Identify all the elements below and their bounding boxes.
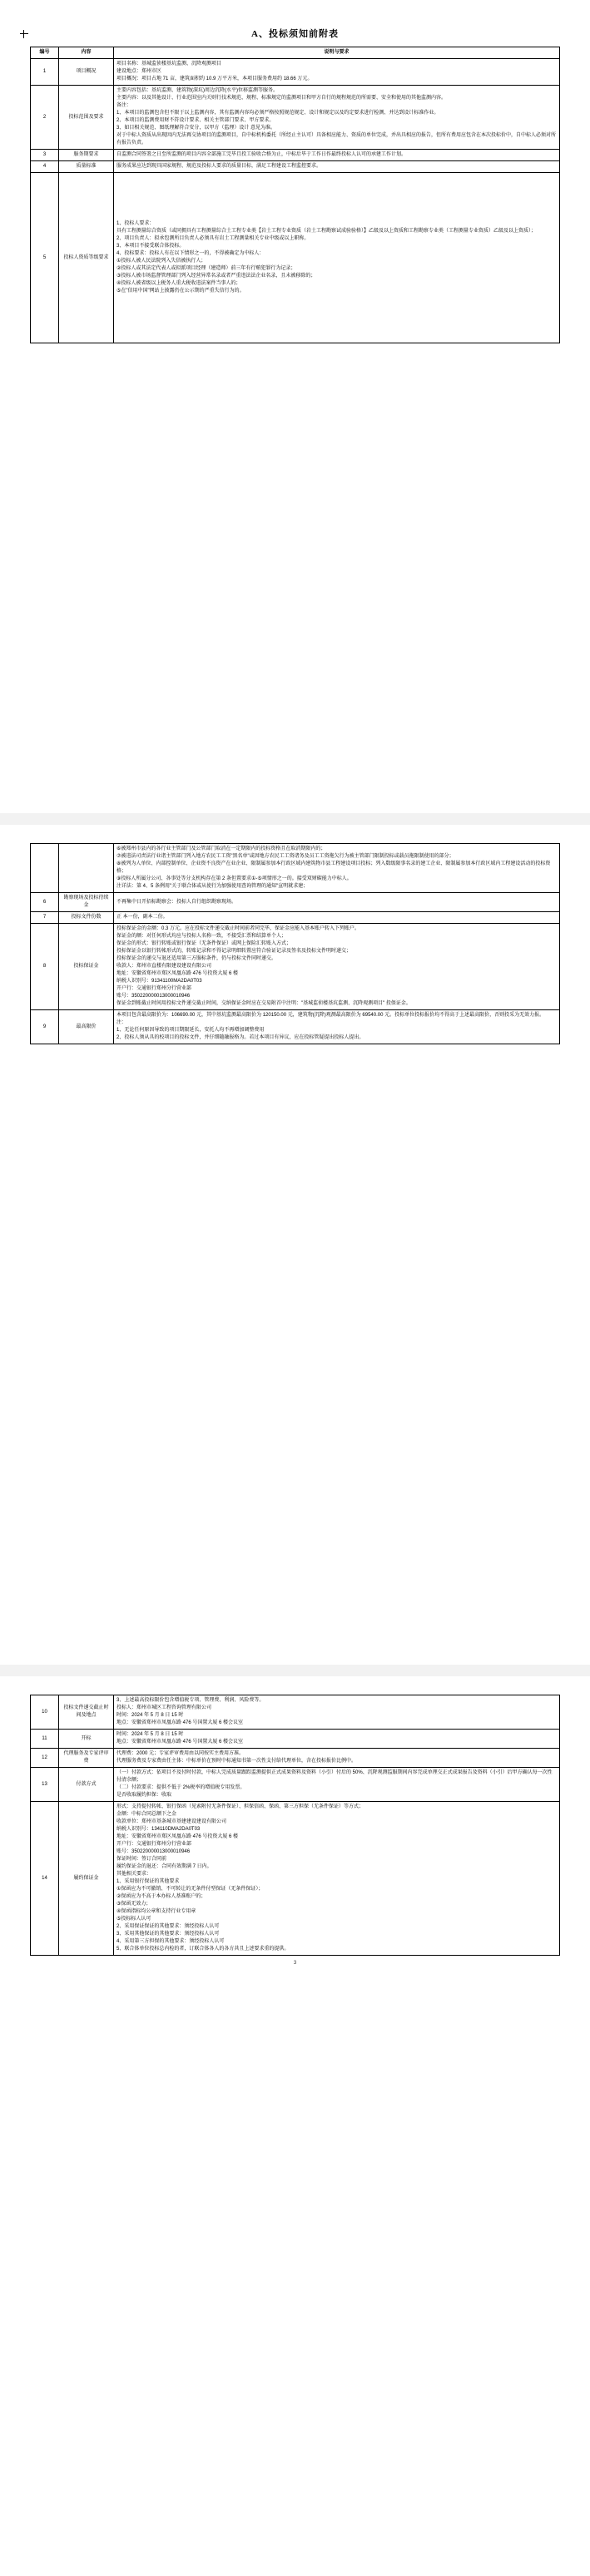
desc-line: 地址：安徽省郑州市郑区凤凰东路 476 号投资大厦 6 楼 xyxy=(117,971,239,976)
desc-line: 1、投标人要求： xyxy=(117,221,155,226)
desc-line: 代理服务费及专家费由任主体：中标单价在预时中标通知书第一次性支付给代理单位，含在投标报价比例中。 xyxy=(117,1759,357,1764)
page-separator xyxy=(0,1665,590,1676)
row-item: 投标文件份数 xyxy=(59,912,114,924)
row-desc xyxy=(114,86,560,150)
row-item: 投标人资质等级要求 xyxy=(59,173,114,343)
row-item xyxy=(59,844,114,893)
desc-line: 账号：350220000013000010946 xyxy=(117,1849,191,1854)
desc-line: 投标保证金的金额：0.3 万元。应在投标文件递交截止时间前者同完毕，保证金应能入基本账户转入下列账户。 xyxy=(117,926,360,931)
desc-line: 注详法：第 4、5 条例用"关于联合体或从使行为加强使用查询管理的通知"宣明就求建； xyxy=(117,884,309,889)
desc-line: 账号：350220000013000010946 xyxy=(117,994,191,999)
desc-line: ④投标人被省级以上税务人重大税收违法案件当事人的； xyxy=(117,281,241,286)
row-desc xyxy=(114,1768,560,1802)
desc-line: 服务成果应达到现具国家规程、规范及投标人要求的质量目标，满足工程建设工程监控要求。 xyxy=(117,164,322,169)
desc-line: 纳税人识别号：134110DMA2DA0T03 xyxy=(117,1827,201,1832)
row-desc xyxy=(114,1010,560,1044)
row-desc xyxy=(114,1802,560,1956)
desc-line: 纳税人识别号：91341100MA2DA0T03 xyxy=(117,979,202,984)
row-no: 10 xyxy=(31,1695,59,1730)
desc-line: 5、联合体单位投标总内检的者，订联合体各人的各方共且上述要求重的提供。 xyxy=(117,1947,290,1952)
desc-line: 地点：安徽省郑州市凤凰东路 476 号国置大厦 6 楼会议室 xyxy=(117,1720,244,1725)
desc-line: 代理费：2000 元；专家评审费用由以同按实主费用方准。 xyxy=(117,1751,245,1756)
document-page-3 xyxy=(0,1676,590,2576)
desc-line: 地点：安徽省郑州市凤凰东路 476 号国置大厦 6 楼会议室 xyxy=(117,1740,244,1744)
row-item: 履约保证金 xyxy=(59,1802,114,1956)
row-desc xyxy=(114,173,560,343)
row-item: 代理服务及专家评审费 xyxy=(59,1749,114,1768)
row-no: 8 xyxy=(31,924,59,1010)
desc-line: 4、投标要求：投标人有在以下情形之一的，不得被确定为中标人： xyxy=(117,251,265,256)
prerequisite-table-page2 xyxy=(30,843,560,1044)
desc-line: 3、采用其他保证的其他要求：须经投标人认可 xyxy=(117,1932,220,1937)
desc-line: 2、投标人须从具的校项目的投标文件，并仔细随融报格为。若过本项目有异议，应在投标管疑提出投标人提出。 xyxy=(117,1035,364,1040)
desc-line: 开户行：交通银行郑州分行营业部 xyxy=(117,986,192,991)
desc-line: 3、本项目不接受联合体投标。 xyxy=(117,244,185,249)
desc-line: 本项目包含最高限价为：106690.00 元，其中基坑监测最高限价为 120150.00 元，建筑物(沉降)观测最高限价为 69540.00 元。投标单位投标报价均不得高于上述最高限价，否则投采为无效力报。 xyxy=(117,1013,545,1018)
desc-line: ③保函无效力； xyxy=(117,1902,151,1907)
desc-line: 收款人：郑州市直楼有限建设建设有限公司 xyxy=(117,964,212,969)
document-page-2 xyxy=(0,825,590,1665)
table-row xyxy=(31,924,560,1010)
row-item: 付款方式 xyxy=(59,1768,114,1802)
row-desc xyxy=(114,59,560,86)
desc-line: ②保函应为不高于本办标人基准账户的； xyxy=(117,1894,206,1899)
row-no: 3 xyxy=(31,150,59,161)
desc-line: 3、如目相关规范、图纸理解符合安分，以甲方（监理）设计 意见为准。 xyxy=(117,126,276,131)
row-no: 11 xyxy=(31,1730,59,1749)
desc-line: 保证金的形式：银行转账或银行保证（无条件保证）或网上保险汇转账入方式； xyxy=(117,941,292,946)
row-desc xyxy=(114,1749,560,1768)
desc-line: 建设地点：郑州市区 xyxy=(117,69,162,74)
desc-line: 1、采用银行保证的其他要求 xyxy=(117,1879,180,1884)
row-item: 开标 xyxy=(59,1730,114,1749)
row-no: 13 xyxy=(31,1768,59,1802)
desc-line: ⑧被列为人单位、内部控制单位、企业资不良资产在业企业、限制属参加本行政区域内建筑物市县工程建设项目投标；列入数级限事名录的建工企业、限制属参加本行政区域内工程建设活动的投标资格； xyxy=(117,861,551,874)
table-header-row xyxy=(31,47,560,59)
table-row xyxy=(31,1802,560,1956)
row-desc xyxy=(114,1695,560,1730)
desc-line: 2、项目负责人：拟承包测所目负责人必须具有岩土工程测量相关专业中级或以上职称。 xyxy=(117,236,310,241)
table-row xyxy=(31,893,560,912)
desc-line: 3、上述最高投标限价包含增值税专项、管理费、利润、风险费等。 xyxy=(117,1698,265,1703)
row-no: 12 xyxy=(31,1749,59,1768)
row-item: 项目概况 xyxy=(59,59,114,86)
row-no: 2 xyxy=(31,86,59,150)
table-row xyxy=(31,1730,560,1749)
desc-line: ⑨投标人所属分公司、各事处等分支机构存在第 2 条但置要求①-⑤项情形之一的。接受双财碳能力中标人。 xyxy=(117,876,352,881)
desc-line: 其他相关要求： xyxy=(117,1872,152,1877)
column-header-desc: 说明与要求 xyxy=(114,47,560,59)
desc-line: 是否收取履约担保：收取 xyxy=(117,1793,172,1798)
table-row xyxy=(31,1768,560,1802)
row-no xyxy=(31,844,59,893)
desc-line: 注： xyxy=(117,1020,127,1025)
desc-line: 开户行：交通银行郑州分行营业部 xyxy=(117,1842,192,1847)
desc-line: 自监测合同签署之日至所监测的项目内容全部施工完毕且投工验收合格为止，中标后毕于工作日作最终投标人认可的承建工作计划。 xyxy=(117,152,407,157)
desc-line: 2、采用保证保证的其他要求：须经投标人认可 xyxy=(117,1924,220,1929)
desc-line: 不再集中日开招标勘察会：投标人自行组织勘察现场。 xyxy=(117,899,237,905)
table-row xyxy=(31,86,560,150)
prerequisite-table-page1 xyxy=(30,47,560,343)
desc-line: ③投标人被市场监督管理部门列入经营异常名录或者严重违法法企业名录，且未被移除的； xyxy=(117,274,316,279)
row-desc xyxy=(114,844,560,893)
desc-line: ⑦被违法司责法行业诸主管部门列入地方农民工工资"黑名单"或因地方农民工工资诸务及员工工资拖欠行为被主管部门限制投标或载员拖限制使用的部分； xyxy=(117,854,454,859)
table-row xyxy=(31,1010,560,1044)
row-no: 9 xyxy=(31,1010,59,1044)
row-item: 质量标准 xyxy=(59,161,114,173)
column-header-no: 编号 xyxy=(31,47,59,59)
desc-line: ⑤投标标人认可 xyxy=(117,1917,151,1922)
row-item: 勘察现场及投标待续金 xyxy=(59,893,114,912)
table-row xyxy=(31,161,560,173)
desc-line: 保证金的额：对任何形式均应与投标人名称一致，不接受汇票和结算单个人； xyxy=(117,934,287,939)
table-row xyxy=(31,844,560,893)
row-item: 服务期要求 xyxy=(59,150,114,161)
desc-line: ④保函指标均公章和支持行业专用章 xyxy=(117,1909,196,1914)
column-header-item: 内容 xyxy=(59,47,114,59)
desc-line: 金额：中标合同总额下之金 xyxy=(117,1812,177,1817)
desc-line: 履约保证金的退还：合同有效期满 7 日内。 xyxy=(117,1864,212,1869)
desc-line: （二）付款要求：提供不低于 2%税率的增值税专用发票。 xyxy=(117,1785,245,1790)
table-row xyxy=(31,150,560,161)
page-title: A、投标须知前附表 xyxy=(251,29,339,39)
row-item: 投标保证金 xyxy=(59,924,114,1010)
desc-line: 1、本项目的监测包含但不限于以上监测内容，其有监测内容均必须严格按照规范规定、设计和规定以及约定要求进行检测、并达到设计标准作业。 xyxy=(117,111,439,116)
row-desc xyxy=(114,150,560,161)
desc-line: 主要内容包括：基坑监测、建筑物(深坑)周边沉降(水平)位移监测等服务。 xyxy=(117,88,278,93)
desc-line: ①保函应为不可撤销、不可转让的无条件付型保证（无条件保证）； xyxy=(117,1887,264,1892)
prerequisite-table-page3 xyxy=(30,1695,560,1956)
desc-line: ②投标人或其法定代表人或拟派项目经理（建造师）前三年有行贿犯罪行为记录； xyxy=(117,266,296,271)
row-item: 投标文件递交截止时间及地点 xyxy=(59,1695,114,1730)
desc-line: 项目概况：项目占地 71 亩，建筑面积约 10.9 万平方米，本项目服务费用约 18.66 万元。 xyxy=(117,76,313,81)
table-row xyxy=(31,1695,560,1730)
desc-line: 具有工程测量综合资质（或同拥具有工程测量综合土工程专业类【岩土工程专业资质（岩土工程勘察试成验验格）】乙级及以上资质和工程勘察专业类（工程测量专业资质）乙级及以上资质）； xyxy=(117,229,537,234)
row-item: 投标范围及要求 xyxy=(59,86,114,150)
desc-line: 形式：支持提付转帐、银行保函（见索附付无条件保证）、担保信函、保函、第三方担保（无条件保证）等方式； xyxy=(117,1804,364,1809)
row-no: 7 xyxy=(31,912,59,924)
desc-line: 4、采用第三方担保的其他要求：须经投标人认可 xyxy=(117,1939,225,1944)
desc-line: ⑥被郑州市县内的各行业主管部门及公管部门取消在一定期限内的投标资格且在取消期限内的； xyxy=(117,846,326,851)
document-page-1 xyxy=(0,0,590,813)
desc-line: 保证金到账截止时间用投标文件递交截止时间，交纳保证金时应在交易附首中注明："基城监侦楼基坑监测、沉降观测项目" 投保证金。 xyxy=(117,1001,411,1006)
row-desc xyxy=(114,924,560,1010)
desc-line: 时间：2024 年 5 月 8 日 15 时 xyxy=(117,1732,184,1737)
desc-line: 1、无论任何原因导致的项目期限延长，安托人均不再增加调整费用 xyxy=(117,1028,265,1033)
desc-line: 项目名称：基城监侦楼基坑监测、沉降观测项目 xyxy=(117,62,222,67)
row-no: 5 xyxy=(31,173,59,343)
table-row xyxy=(31,1749,560,1768)
desc-line: 对于中标人资质从出现因内无法再交协项目的监测项目，自中标机构委托（所经止主认可）具备相应能力、资质的单位完成，并出具相应的报告，但所有费用应包含在本次投标价中，自中标人必须对所有报告负责。 xyxy=(117,133,557,146)
desc-line: （一）付款方式：依项目不及付时付款，中标人完成质量跟踪监测提供正式成果资料及资料（小引）付后的 50%、沉降观测监服期间内容完成单理交正式成果报告及资料（小引）后甲方确认每一次性付清余额； xyxy=(117,1770,553,1783)
desc-line: 投标人：郑州市城区工程咨询管理有限公司 xyxy=(117,1705,212,1710)
row-no: 14 xyxy=(31,1802,59,1956)
desc-line: 地址：安徽省郑州市郑区凤凰东路 476 号投资大厦 6 楼 xyxy=(117,1834,239,1839)
row-desc xyxy=(114,912,560,924)
desc-line: 备注： xyxy=(117,103,132,108)
desc-line: 正 本一份，副本二份。 xyxy=(117,915,168,920)
page-number: 3 xyxy=(293,1961,297,1966)
desc-line: 投标保证金的递交与退还适用第三方服标条件，仍与投标文件同时递交。 xyxy=(117,956,277,961)
table-row xyxy=(31,173,560,343)
row-desc xyxy=(114,161,560,173)
row-desc xyxy=(114,1730,560,1749)
desc-line: ①投标人被人民法院列入失信被执行人； xyxy=(117,259,206,264)
desc-line: 保证时间：签订合同前 xyxy=(117,1857,167,1862)
desc-line: 时间：2024 年 5 月 8 日 15 时 xyxy=(117,1713,184,1718)
table-row xyxy=(31,912,560,924)
desc-line: 投标保证金以银行转帐形式的，转账记录和不得记录明细转置应符合验证记录及签名及投标文件明时递交； xyxy=(117,949,352,954)
desc-line: 主要内容：以及其他设计、行业范围室内关则行技术规范、规程、标准规定的监测项目和甲方自行的规程规范的所需要、安全和使用的其他监测内容。 xyxy=(117,96,447,101)
row-no: 6 xyxy=(31,893,59,912)
desc-line: ⑤在"信用中国"网站上披露仍在公示期的严重失信行为的。 xyxy=(117,289,245,294)
row-item: 最高限价 xyxy=(59,1010,114,1044)
desc-line: 2、本项目的监测费用财不符设计要求、相关主管部门要求、甲方要求。 xyxy=(117,118,275,123)
page-separator xyxy=(0,813,590,825)
row-no: 4 xyxy=(31,161,59,173)
row-no: 1 xyxy=(31,59,59,86)
desc-line: 收款单位：郑州市基条城市基建建设建设有限公司 xyxy=(117,1819,227,1824)
crop-mark-icon xyxy=(20,30,28,38)
table-row xyxy=(31,59,560,86)
row-desc xyxy=(114,893,560,912)
